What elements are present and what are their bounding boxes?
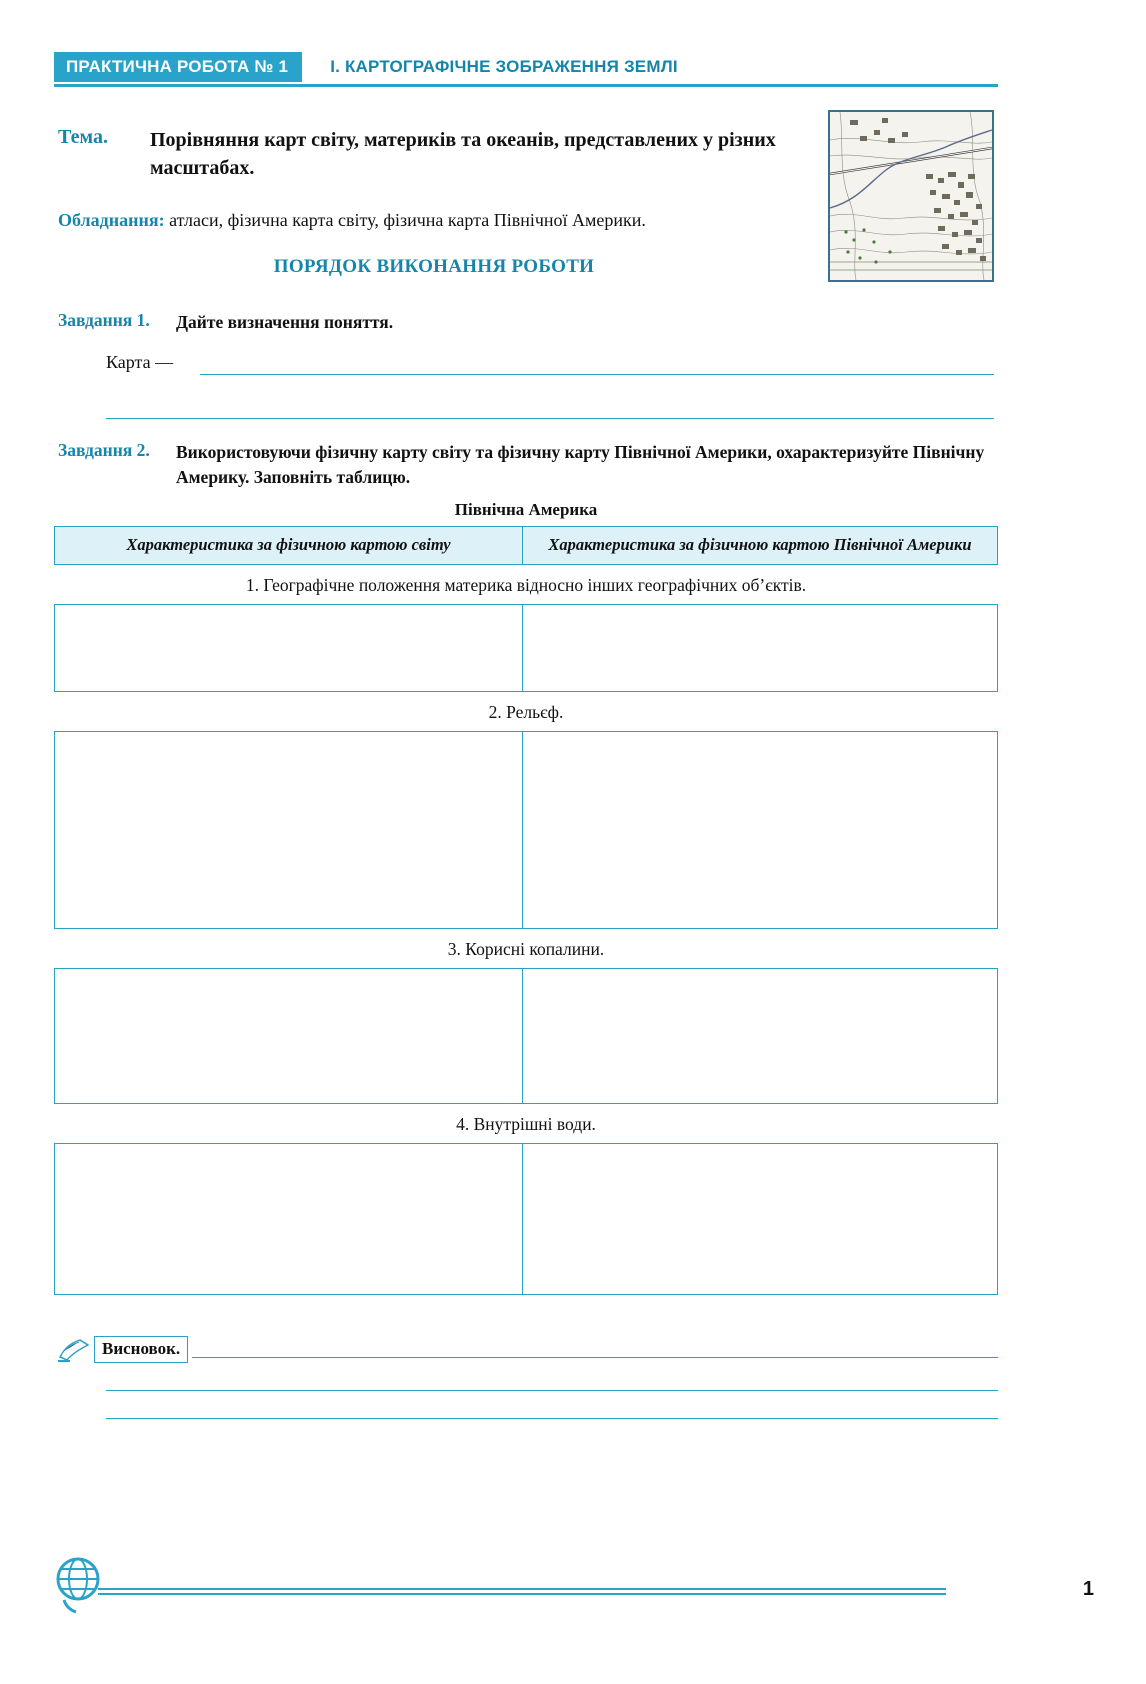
table-row — [54, 1143, 998, 1295]
answer-cell-world-4[interactable] — [55, 1144, 523, 1294]
answer-cell-world-2[interactable] — [55, 732, 523, 928]
equipment-text: атласи, фізична карта світу, фізична карта Північної Америки. — [164, 210, 646, 230]
table-row-label-3: 3. Корисні копалини. — [447, 938, 605, 959]
table-caption: Північна Америка — [454, 500, 598, 519]
answer-cell-world-3[interactable] — [55, 969, 523, 1103]
conclusion-line-3[interactable] — [106, 1391, 998, 1419]
answer-cell-na-4[interactable] — [523, 1144, 997, 1294]
equipment-label: Обладнання: — [58, 210, 165, 230]
task-2-number: Завдання 2. — [58, 440, 150, 460]
practical-work-badge: ПРАКТИЧНА РОБОТА № 1 — [54, 52, 302, 82]
topic-text: Порівняння карт світу, материків та океанів, представлених у різних масштабах. — [150, 129, 776, 180]
page-number: 1 — [1082, 1578, 1094, 1600]
task-1-number: Завдання 1. — [58, 310, 150, 330]
karta-definition-row — [106, 352, 994, 373]
conclusion-line-1[interactable] — [192, 1341, 998, 1358]
order-heading: ПОРЯДОК ВИКОНАННЯ РОБОТИ — [273, 256, 595, 277]
answer-cell-na-2[interactable] — [523, 732, 997, 928]
task-1-text: Дайте визначення поняття. — [176, 312, 394, 332]
page-header — [54, 52, 998, 82]
table-row-label-1: 1. Географічне положення материка відносно інших географічних об’єктів. — [245, 574, 807, 595]
topic-row — [58, 126, 818, 183]
pen-icon — [58, 1337, 92, 1363]
table-header-row — [54, 526, 998, 565]
conclusion-label: Висновок. — [94, 1336, 188, 1363]
conclusion-section — [58, 1336, 998, 1419]
column-header-world-map: Характеристика за фізичною картою світу — [55, 527, 523, 564]
answer-cell-na-3[interactable] — [523, 969, 997, 1103]
task-2 — [58, 440, 998, 490]
topic-label: Тема. — [58, 126, 108, 148]
conclusion-line-2[interactable] — [106, 1363, 998, 1391]
answer-cell-world-1[interactable] — [55, 605, 523, 691]
section-title: I. КАРТОГРАФІЧНЕ ЗОБРАЖЕННЯ ЗЕМЛІ — [330, 57, 678, 76]
characteristics-table — [54, 526, 998, 1295]
table-row-label-4: 4. Внутрішні води. — [456, 1113, 596, 1134]
task-1 — [58, 310, 998, 335]
answer-line-2[interactable] — [106, 418, 994, 419]
equipment-row — [58, 208, 818, 233]
task-2-text: Використовуючи фізичну карту світу та фізичну карту Північної Америки, охарактеризуйте Північну Америку. Заповніть таблицю. — [176, 442, 985, 487]
karta-label: Карта — — [106, 352, 174, 372]
table-row-label-2: 2. Рельєф. — [488, 701, 564, 722]
footer-rules — [98, 1588, 946, 1597]
column-header-north-america-map: Характеристика за фізичною картою Північної Америки — [548, 535, 972, 554]
table-row — [54, 731, 998, 929]
globe-icon — [54, 1556, 104, 1614]
answer-line-1[interactable] — [200, 374, 994, 375]
conclusion-header — [58, 1336, 998, 1363]
topographic-map-thumbnail — [828, 110, 994, 282]
table-row — [54, 604, 998, 692]
header-rule — [54, 84, 998, 87]
table-row — [54, 968, 998, 1104]
answer-cell-na-1[interactable] — [523, 605, 997, 691]
